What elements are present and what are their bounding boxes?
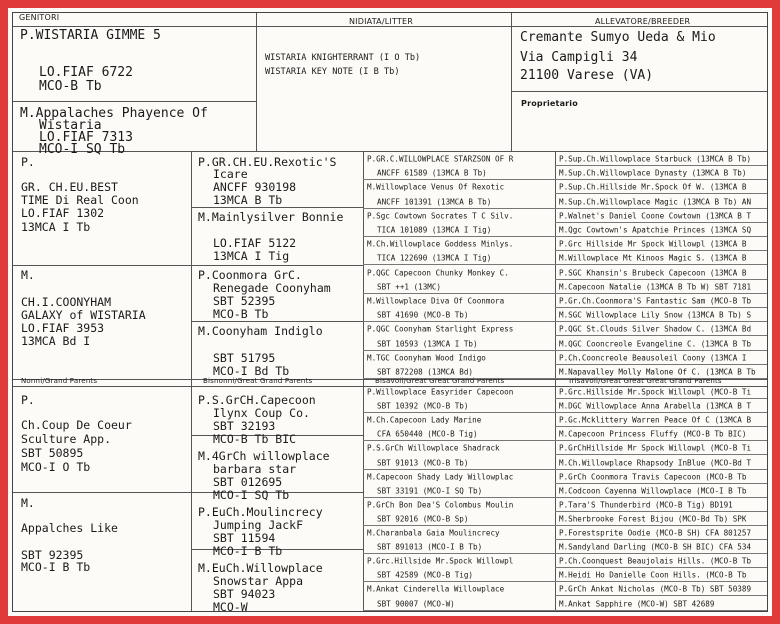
gp3-name: Sculture App. — [21, 432, 112, 446]
ggg-grandparent-line: P.Grc.Hillside Mr.Spock Willowpl (MCO-B Ti — [559, 387, 752, 397]
gp4-registration: SBT 92395 — [21, 548, 84, 562]
ggg-grandparent-line: P.Sup.Ch.Hillside Mr.Spock Of W. (13MCA B — [559, 182, 747, 192]
gg-divider — [363, 321, 555, 322]
gg-divider — [363, 610, 555, 611]
ggg-divider — [555, 454, 768, 455]
ggp3-line1: P.Coonmora GrC. — [198, 268, 302, 282]
gg-grandparent-line: TICA 122690 (13MCA I Tig) — [377, 253, 492, 263]
ggp8-line2: Snowstar Appa — [213, 574, 304, 588]
gg-grandparent-line: P.Willowplace Easyrider Capecoon — [367, 387, 514, 397]
trisavoli-label: Trisavoli/Great Great Great Grand Parents — [568, 377, 722, 385]
ggp3-line2: Renegade Coonyham — [213, 281, 331, 295]
ggg-divider — [555, 412, 768, 413]
gp3-title: Ch.Coup De Coeur — [21, 418, 132, 432]
ggg-divider — [555, 511, 768, 512]
ggp6-line3: SBT 012695 — [213, 475, 283, 489]
ggg-grandparent-line: P.Sup.Ch.Willowplace Starbuck (13MCA B Tb) — [559, 154, 752, 164]
gp3-prefix: P. — [21, 393, 35, 407]
ggg-divider — [555, 293, 768, 294]
ggg-divider — [555, 469, 768, 470]
ggg-grandparent-line: P.Tara'S Thunderbird (MCO-B Tig) BD191 — [559, 499, 733, 510]
gg-grandparent-line: SBT 42589 (MCO-B Tig) — [377, 570, 474, 580]
ggg-divider — [555, 497, 768, 498]
gg-divider — [363, 264, 555, 265]
gp4-prefix: M. — [21, 496, 35, 510]
ggg-grandparent-line: M.Sandyland Darling (MCO-B SH BIC) CFA 534 — [559, 542, 752, 552]
ggp5-line1: P.S.GrCH.Capecoon — [198, 393, 316, 407]
ggp8-line1: M.EuCh.Willowplace — [198, 561, 323, 575]
ggp8-line3: SBT 94023 — [213, 587, 276, 601]
gg-grandparent-line: M.Ankat Cinderella Willowplace — [367, 584, 505, 594]
gg-grandparent-line: P.QGC Capecoon Chunky Monkey C. — [367, 267, 509, 278]
gg-divider — [363, 525, 555, 526]
gp2-name: GALAXY of WISTARIA — [21, 308, 146, 322]
gg-grandparent-line: M.Ch.Willowplace Goddess Minlys. — [367, 239, 514, 249]
ggg-divider — [555, 440, 768, 441]
ggg-divider — [555, 165, 768, 166]
ggp4-line1: M.Coonyham Indiglo — [198, 324, 323, 338]
sire-registration: LO.FIAF 6722 — [39, 65, 133, 80]
gg-divider — [363, 208, 555, 209]
gp2-registration: LO.FIAF 3953 — [21, 321, 105, 335]
ggg-divider — [555, 378, 768, 379]
ggg-grandparent-line: M.Willowplace Mt Kinoos Magic S. (13MCA B — [559, 253, 747, 263]
ggg-divider — [555, 610, 768, 611]
ggg-divider — [555, 364, 768, 365]
ggg-grandparent-line: M.Capecoon Princess Fluffy (MCO-B Tb BIC) — [559, 429, 747, 439]
breeder-label: ALLEVATORE/BREEDER — [595, 17, 691, 26]
ggg-divider — [555, 567, 768, 568]
gg-grandparent-line: SBT 92016 (MCO-B Sp) — [377, 513, 469, 524]
ggp6-line2: barbara star — [213, 462, 297, 476]
ggg-divider — [555, 483, 768, 484]
gp1-name: TIME Di Real Coon — [21, 193, 139, 207]
dam-name-2: Wistaria — [39, 118, 102, 133]
gg-grandparent-line: ANCFF 61589 (13MCA B Tb) — [377, 168, 487, 178]
ggg-divider — [555, 398, 768, 399]
ggg-grandparent-line: P.Ch.Cooncreole Beausoleil Coony (13MCA I — [559, 352, 747, 363]
ggg-grandparent-line: P.Walnet's Daniel Coone Cowtown (13MCA B T — [559, 210, 752, 221]
ggg-divider — [555, 208, 768, 209]
gg-grandparent-line: M.Ch.Capecoon Lady Marine — [367, 415, 482, 425]
pedigree-certificate — [12, 12, 768, 612]
litter-kitten-1: WISTARIA KNIGHTERRANT (I O Tb) — [265, 53, 421, 63]
ggp1-line4: 13MCA B Tb — [213, 193, 283, 207]
ggg-grandparent-line: M.Heidi Ho Danielle Coon Hills. (MCO-B Tb — [559, 570, 747, 580]
ggg-grandparent-line: M.Qgc Cowtown's Apatchie Princes (13MCA SQ — [559, 225, 752, 235]
gg-divider — [363, 440, 555, 441]
ggg-grandparent-line: P.Gr.Ch.Coonmora'S Fantastic Sam (MCO-B Tb — [559, 296, 752, 306]
nonni-label: Nonni/Grand Parents — [21, 377, 98, 385]
ggg-divider — [555, 539, 768, 540]
ggp4-line3: MCO-I Bd Tb — [213, 364, 290, 378]
gg-grandparent-line: SBT 90007 (MCO-W) — [377, 598, 455, 608]
ggg-grandparent-line: P.GrCh Ankat Nicholas (MCO-B Tb) SBT 50389 — [559, 584, 752, 594]
gg-grandparent-line: M.Charanbala Gaia Moulincrecy — [367, 528, 500, 538]
ggg-grandparent-line: M.Sup.Ch.Willowplace Dynasty (13MCA B Tb) — [559, 168, 747, 178]
gp3-breed-code: MCO-I O Tb — [21, 460, 91, 474]
ggg-grandparent-line: P.GrChHillside Mr Spock Willowpl (MCO-B Ti — [559, 443, 752, 453]
ggp5-line3: SBT 32193 — [213, 419, 276, 433]
gg-grandparent-line: P.S.GrCh Willowplace Shadrack — [367, 443, 500, 453]
gg-grandparent-line: SBT 91013 (MCO-B Tb) — [377, 457, 469, 467]
dam-registration: LO.FIAF 7313 — [39, 130, 133, 145]
ggg-grandparent-line: M.Napavalley Molly Malone Of C. (13MCA B Tb — [559, 367, 756, 377]
gg-grandparent-line: M.TGC Coonyham Wood Indigo — [367, 352, 486, 363]
ggg-grandparent-line: M.Sherbrooke Forest Bijou (MCO-Bd Tb) SPK — [559, 513, 747, 524]
ggg-grandparent-line: P.SGC Khansin's Brubeck Capecoon (13MCA B — [559, 267, 747, 278]
ggp7-line3: SBT 11594 — [213, 531, 276, 545]
ggg-grandparent-line: M.Ch.Willowplace Rhapsody InBlue (MCO-Bd T — [559, 457, 752, 467]
ggp7-line4: MCO-I B Tb — [213, 544, 283, 558]
ggg-divider — [555, 426, 768, 427]
gp4-breed-code: MCO-I B Tb — [21, 560, 91, 574]
sire-breed-code: MCO-B Tb — [39, 79, 102, 94]
gg-divider — [363, 497, 555, 498]
ggg-grandparent-line: M.Ankat Sapphire (MCO-W) SBT 42689 — [559, 598, 715, 608]
breeder-name: Cremante Sumyo Ueda & Mio — [520, 30, 716, 45]
ggp1-line1: P.GR.CH.EU.Rexotic'S — [198, 155, 337, 169]
gg-grandparent-line: M.Capecoon Shady Lady Willowplac — [367, 471, 514, 482]
ggp6-line1: M.4GrCh willowplace — [198, 449, 330, 463]
ggp1-line2: Icare — [213, 167, 248, 181]
gp1-prefix: P. — [21, 155, 35, 169]
breeder-street: Via Campigli 34 — [520, 50, 638, 65]
gp2-title: CH.I.COONYHAM — [21, 295, 112, 309]
gg-grandparent-line: P.Sgc Cowtown Socrates T C Silv. — [367, 210, 514, 221]
ggg-grandparent-line: M.Codcoon Cayenna Willowplace (MCO-I B Tb — [559, 485, 747, 496]
gg-divider — [363, 581, 555, 582]
ggg-grandparent-line: P.Gc.Mcklittery Warren Peace Of C (13MCA B — [559, 415, 752, 425]
ggg-divider — [555, 525, 768, 526]
ggg-grandparent-line: M.Sup.Ch.Willowplace Magic (13MCA B Tb) AN — [559, 196, 752, 207]
ggg-grandparent-line: M.DGC Willowplace Anna Arabella (13MCA B T — [559, 401, 752, 411]
gp3-registration: SBT 50895 — [21, 446, 84, 460]
ggp8-line4: MCO-W — [213, 600, 248, 612]
ggp2-line3: 13MCA I Tig — [213, 249, 290, 263]
gg-grandparent-line: CFA 650440 (MCO-B Tig) — [377, 429, 478, 439]
ggg-divider — [555, 279, 768, 280]
gg-divider — [363, 412, 555, 413]
ggg-divider — [555, 236, 768, 237]
bisnonni-label: Bisnonni/Great Grand Parents — [203, 377, 313, 385]
gp1-breed-code: 13MCA I Tb — [21, 220, 91, 234]
ggp5-line4: MCO-B Tb BIC — [213, 432, 297, 446]
gg-divider — [363, 236, 555, 237]
litter-label: NIDIATA/LITTER — [349, 17, 414, 26]
gg-grandparent-line: ANCFF 101391 (13MCA B Tb) — [377, 196, 492, 207]
ggg-divider — [555, 581, 768, 582]
gg-grandparent-line: TICA 101089 (13MCA I Tig) — [377, 225, 492, 235]
gp1-title: GR. CH.EU.BEST — [21, 180, 118, 194]
ggp7-line1: P.EuCh.Moulincrecy — [198, 505, 323, 519]
gg-divider — [363, 293, 555, 294]
gg-grandparent-line: SBT 872208 (13MCA Bd) — [377, 367, 474, 377]
gg-divider — [363, 350, 555, 351]
ggp3-line4: MCO-B Tb — [213, 307, 269, 321]
breeder-city: 21100 Varese (VA) — [520, 68, 654, 83]
ggp7-line2: Jumping JackF — [213, 518, 304, 532]
ggp2-line2: LO.FIAF 5122 — [213, 236, 297, 250]
gg-grandparent-line: SBT 33191 (MCO-I SQ Tb) — [377, 485, 483, 496]
ggg-divider — [555, 307, 768, 308]
gg-grandparent-line: SBT 10392 (MCO-B Tb) — [377, 401, 469, 411]
ggg-grandparent-line: P.QGC St.Clouds Silver Shadow C. (13MCA Bd — [559, 324, 752, 334]
gg-grandparent-line: P.Grc.Hillside Mr.Spock Willowpl — [367, 556, 514, 566]
genitori-label: GENITORI — [19, 13, 60, 22]
gg-divider — [363, 553, 555, 554]
ggp6-line4: MCO-I SQ Tb — [213, 488, 290, 502]
gg-grandparent-line: SBT 41690 (MCO-B Tb) — [377, 310, 469, 320]
ggg-divider — [555, 350, 768, 351]
gp2-breed-code: 13MCA Bd I — [21, 334, 91, 348]
litter-kitten-2: WISTARIA KEY NOTE (I B Tb) — [265, 67, 400, 77]
gg-divider — [363, 469, 555, 470]
gg-grandparent-line: P.QGC Coonyham Starlight Express — [367, 324, 514, 334]
gp2-prefix: M. — [21, 268, 35, 282]
ggg-divider — [555, 553, 768, 554]
ggg-grandparent-line: M.QGC Cooncreole Evangeline C. (13MCA B Tb — [559, 338, 752, 349]
ggg-grandparent-line: P.Grc Hillside Mr Spock Willowpl (13MCA B — [559, 239, 747, 249]
ggg-divider — [555, 595, 768, 596]
gg-divider — [363, 179, 555, 180]
owner-label: Proprietario — [521, 99, 578, 108]
gg-grandparent-line: P.GR.C.WILLOWPLACE STARZSON OF R — [367, 154, 514, 164]
gp4-name: Appalches Like — [21, 521, 118, 535]
ggp5-line2: Ilynx Coup Co. — [213, 406, 310, 420]
gg-grandparent-line: SBT 891013 (MCO-I B Tb) — [377, 542, 483, 552]
bisavoli-label: Bisavoli/Great Great Grand Parents — [375, 377, 505, 385]
ggg-grandparent-line: M.SGC Willowplace Lily Snow (13MCA B Tb) S — [559, 310, 752, 320]
ggg-grandparent-line: P.Forestsprite Oodie (MCO-B SH) CFA 801257 — [559, 528, 752, 538]
ggg-divider — [555, 264, 768, 265]
gg-grandparent-line: M.Willowplace Venus Of Rexotic — [367, 182, 505, 192]
gg-grandparent-line: SBT ++1 (13MC) — [377, 281, 442, 292]
ggg-divider — [555, 179, 768, 180]
ggg-divider — [555, 335, 768, 336]
dam-name: M.Appalaches Phayence Of — [20, 106, 208, 121]
sire-name: P.WISTARIA GIMME 5 — [20, 28, 161, 43]
ggp3-line3: SBT 52395 — [213, 294, 276, 308]
gp1-registration: LO.FIAF 1302 — [21, 206, 105, 220]
ggg-divider — [555, 250, 768, 251]
ggp4-line2: SBT 51795 — [213, 351, 276, 365]
ggp2-line1: M.Mainlysilver Bonnie — [198, 210, 344, 224]
ggp1-line3: ANCFF 930198 — [213, 180, 297, 194]
gg-grandparent-line: P.GrCh Bon Dea'S Colombus Moulin — [367, 499, 514, 510]
ggg-grandparent-line: P.GrCh Coonmora Travis Capecoon (MCO-B Tb — [559, 471, 747, 482]
gg-grandparent-line: M.Willowplace Diva Of Coonmora — [367, 296, 505, 306]
dam-breed-code: MCO-I SQ Tb — [39, 142, 126, 157]
gg-grandparent-line: SBT 10593 (13MCA I Tb) — [377, 338, 478, 349]
ggg-divider — [555, 222, 768, 223]
gg-divider — [363, 378, 555, 379]
ggg-divider — [555, 321, 768, 322]
ggg-grandparent-line: P.Ch.Coonquest Beaujolais Hills. (MCO-B Tb — [559, 556, 752, 566]
ggg-grandparent-line: M.Capecoon Natalie (13MCA B Tb W) SBT 7181 — [559, 281, 752, 292]
ggg-divider — [555, 193, 768, 194]
